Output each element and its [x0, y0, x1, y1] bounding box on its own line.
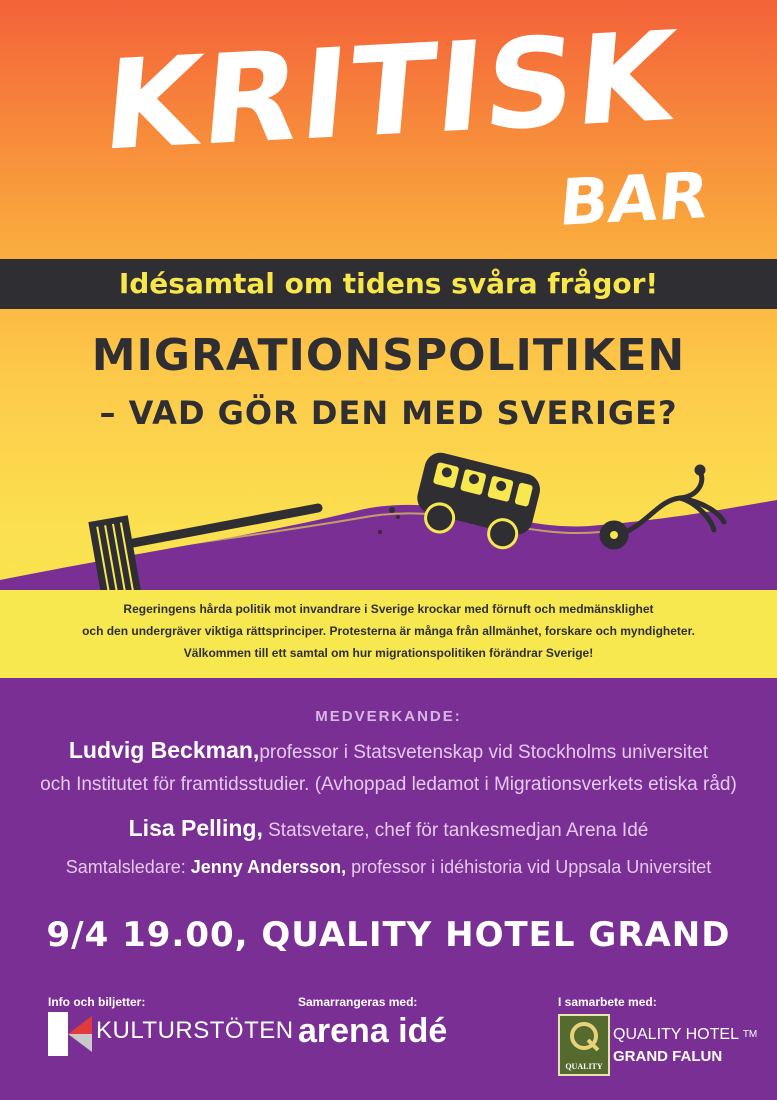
samarr-label: Samarrangeras med:	[298, 995, 418, 1009]
qh-tm: TM	[742, 1029, 758, 1040]
poster-title: KRITISK	[98, 5, 682, 179]
quality-hotel-badge	[558, 1014, 610, 1076]
collab-label: I samarbete med:	[558, 995, 657, 1009]
quality-hotel-name	[613, 1024, 757, 1068]
event-time-place: 9/4 19.00, QUALITY HOTEL GRAND	[46, 915, 731, 955]
headline-sub: – VAD GÖR DEN MED SVERIGE?	[99, 394, 678, 432]
participant-2	[0, 815, 777, 842]
participant-1-name: Ludvig Beckman,	[68, 737, 260, 763]
moderator	[0, 857, 777, 878]
info-label: Info och biljetter:	[48, 995, 146, 1009]
qh-line2: GRAND FALUN	[613, 1048, 723, 1065]
qh-line1: QUALITY HOTEL	[613, 1026, 739, 1043]
intro-line: Regeringens hårda politik mot invandrare i Sverige krockar med förnuft och medmänsklighet	[123, 602, 654, 616]
participants-heading: MEDVERKANDE:	[315, 708, 462, 725]
intro-text	[0, 598, 777, 664]
kulturstoten-logo-icon	[48, 1012, 94, 1058]
moderator-label: Samtalsledare:	[65, 857, 191, 877]
participant-2-role: Statsvetare, chef för tankesmedjan Arena Idé	[262, 820, 649, 841]
tagline: Idésamtal om tidens svåra frågor!	[118, 267, 659, 300]
participant-1-role-cont: och Institutet för framtidsstudier. (Avhoppad ledamot i Migrationsverkets etiska råd)	[40, 774, 737, 795]
moderator-role: professor i idéhistoria vid Uppsala Universitet	[346, 857, 712, 877]
kulturstoten-name: KULTURSTÖTEN	[96, 1017, 294, 1044]
headline-main: MIGRATIONSPOLITIKEN	[91, 330, 686, 381]
participant-1	[0, 737, 777, 764]
quality-badge-text: QUALITY	[565, 1062, 603, 1071]
intro-line: Välkommen till ett samtal om hur migrationspolitiken förändrar Sverige!	[183, 646, 594, 660]
moderator-name: Jenny Andersson,	[190, 857, 347, 877]
participant-1-role: professor i Statsvetenskap vid Stockholms universitet	[259, 742, 709, 763]
arena-ide-logo: arena idé	[298, 1012, 448, 1050]
illustration	[0, 440, 777, 590]
intro-line: och den undergräver viktiga rättsprinciper. Protesterna är många från allmänhet, forskare och myndigheter.	[82, 624, 695, 638]
poster-title-sub: BAR	[556, 159, 712, 241]
participant-2-name: Lisa Pelling,	[128, 815, 263, 841]
quality-q-icon	[560, 1016, 608, 1056]
